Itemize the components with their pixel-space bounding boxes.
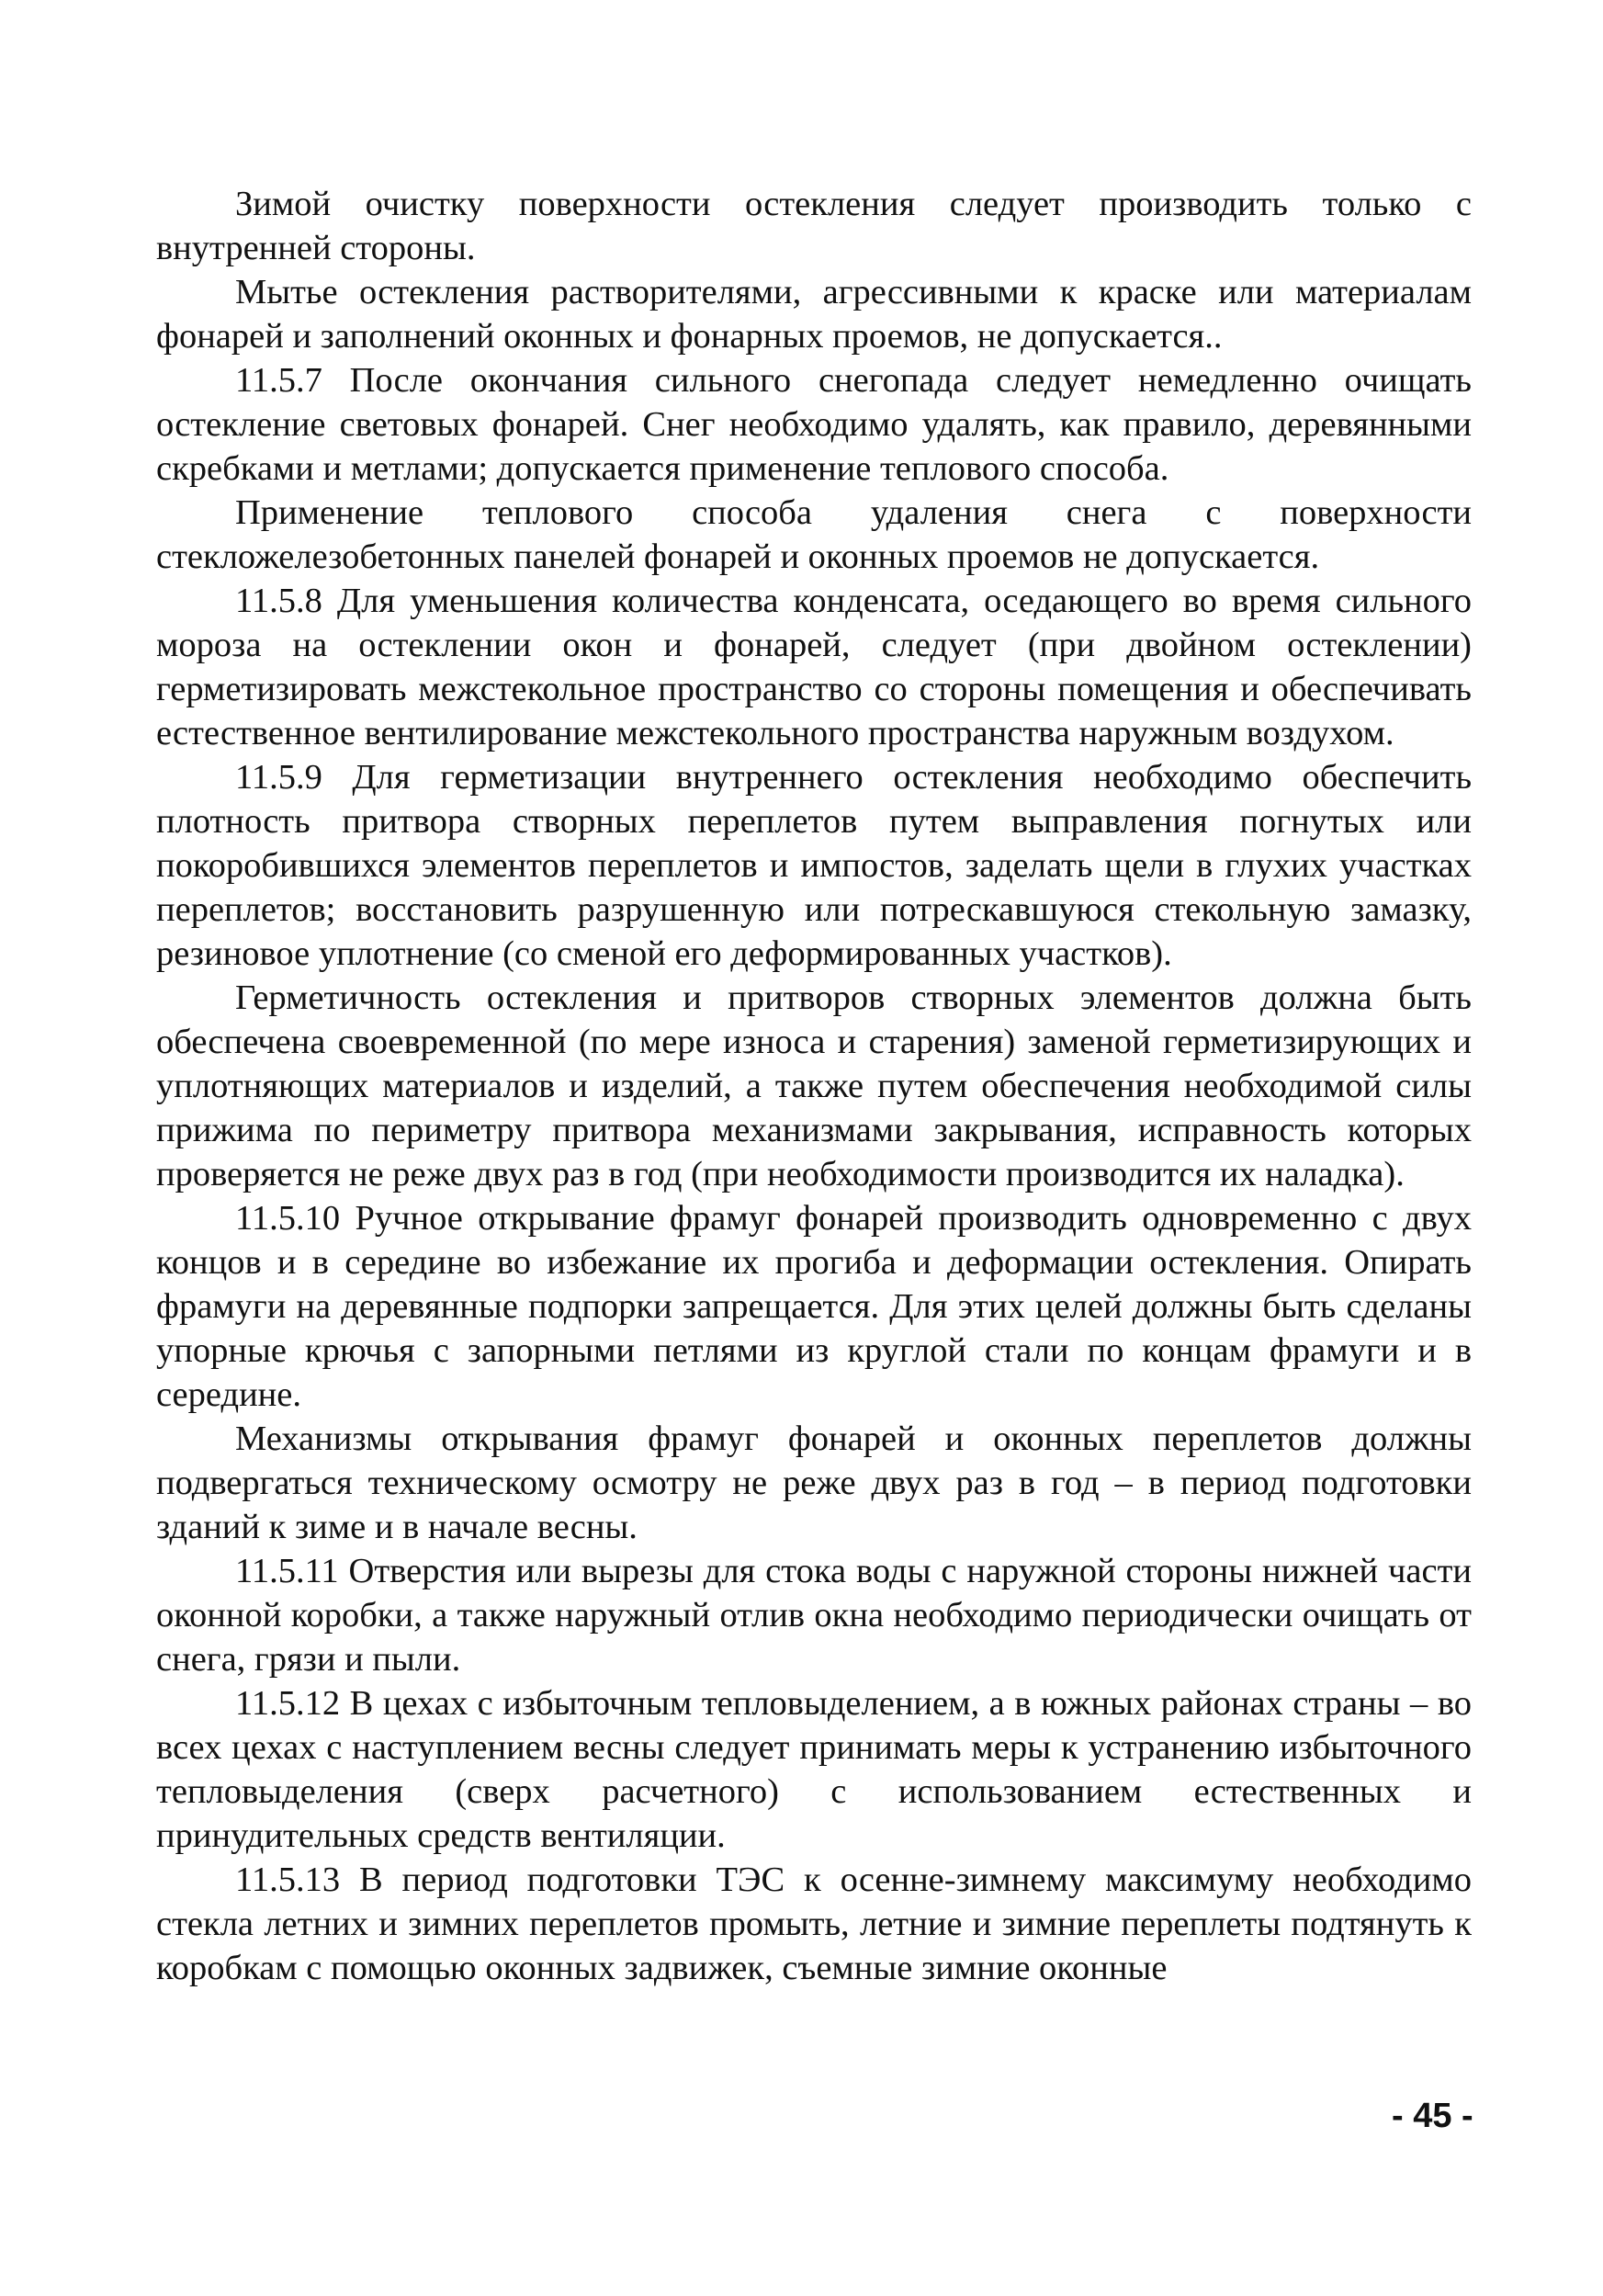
paragraph-11-5-13: 11.5.13 В период подготовки ТЭС к осенне-зимнему максимуму необходимо стекла летних и зимних переплетов промыть, летние и зимние переплеты подтянуть к коробкам с помощью оконных задвижек, съемные зимние оконные — [156, 1861, 1472, 1987]
page-number: - 45 - — [1392, 2097, 1473, 2135]
paragraph-11-5-11: 11.5.11 Отверстия или вырезы для стока воды с наружной стороны нижней части оконной коробки, а также наружный отлив окна необходимо периодически очищать от снега, грязи и пыли. — [156, 1552, 1472, 1679]
paragraph-11-5-9: 11.5.9 Для герметизации внутреннего остекления необходимо обеспечить плотность притвора створных переплетов путем выправления погнутых или покоробившихся элементов переплетов и импостов, заделать щели в глухих участках переплетов; восстановить разрушенную или потрескавшуюся стекольную замазку, резиновое уплотнение (со сменой его деформированных участков). — [156, 758, 1472, 973]
paragraph-mechanisms: Механизмы открывания фрамуг фонарей и оконных переплетов должны подвергаться техническому осмотру не реже двух раз в год – в период подготовки зданий к зиме и в начале весны. — [156, 1419, 1472, 1546]
document-body — [156, 182, 1472, 1990]
paragraph-11-5-10: 11.5.10 Ручное открывание фрамуг фонарей производить одновременно с двух концов и в середине во избежание их прогиба и деформации остекления. Опирать фрамуги на деревянные подпорки запрещается. Для этих целей должны быть сделаны упорные крючья с запорными петлями из круглой стали по концам фрамуги и в середине. — [156, 1199, 1472, 1414]
paragraph-hermeticity: Герметичность остекления и притворов створных элементов должна быть обеспечена своевременной (по мере износа и старения) заменой герметизирующих и уплотняющих материалов и изделий, а также путем обеспечения необходимой силы прижима по периметру притвора механизмами закрывания, исправность которых проверяется не реже двух раз в год (при необходимости производится их наладка). — [156, 978, 1472, 1193]
paragraph-11-5-12: 11.5.12 В цехах с избыточным тепловыделением, а в южных районах страны – во всех цехах с наступлением весны следует принимать меры к устранению избыточного тепловыделения (сверх расчетного) с использованием естественных и принудительных средств вентиляции. — [156, 1684, 1472, 1855]
paragraph-thermal-method: Применение теплового способа удаления снега с поверхности стекложелезобетонных панелей фонарей и оконных проемов не допускается. — [156, 493, 1472, 576]
paragraph-washing: Мытье остекления растворителями, агрессивными к краске или материалам фонарей и заполнений оконных и фонарных проемов, не допускается.. — [156, 273, 1472, 356]
paragraph-11-5-8: 11.5.8 Для уменьшения количества конденсата, оседающего во время сильного мороза на остеклении окон и фонарей, следует (при двойном остеклении) герметизировать межстекольное пространство со стороны помещения и обеспечивать естественное вентилирование межстекольного пространства наружным воздухом. — [156, 582, 1472, 752]
paragraph-winter-cleaning: Зимой очистку поверхности остекления следует производить только с внутренней стороны. — [156, 185, 1472, 267]
paragraph-11-5-7: 11.5.7 После окончания сильного снегопада следует немедленно очищать остекление световых фонарей. Снег необходимо удалять, как правило, деревянными скребками и метлами; допускается применение теплового способа. — [156, 361, 1472, 488]
